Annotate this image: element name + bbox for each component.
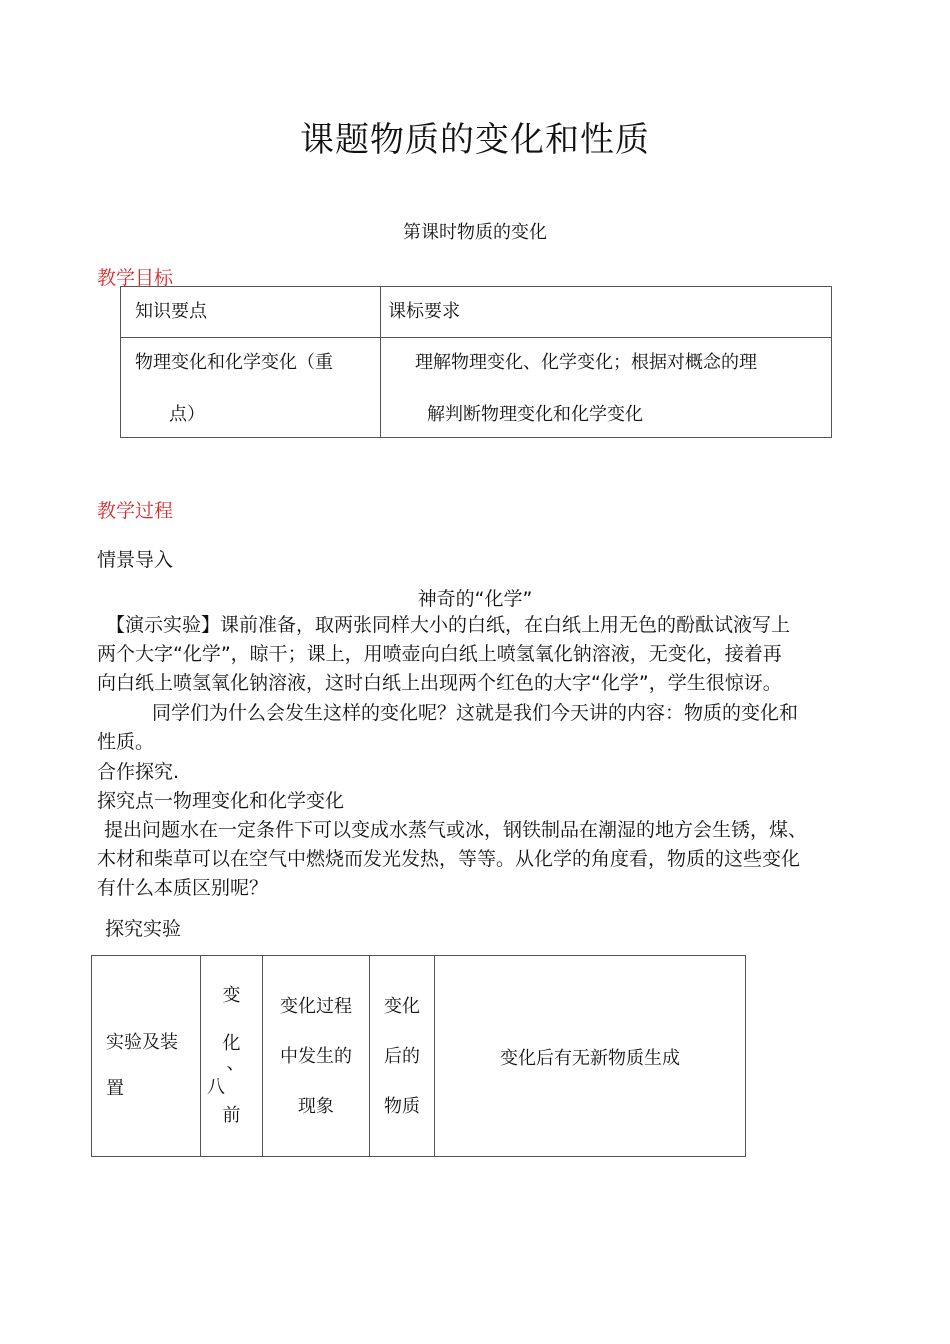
requirement-line2: 解判断物理变化和化学变化 [427, 404, 643, 425]
problem-line-3: 有什么本质区别呢？ [97, 877, 269, 899]
lesson-subtitle: 第课时物质的变化 [403, 222, 547, 243]
col-process-line3: 现象 [298, 1096, 334, 1117]
header-curriculum-requirement: 课标要求 [388, 301, 460, 322]
col-before-line4: 八 [207, 1077, 225, 1098]
intro-title: 神奇的“化学” [417, 588, 533, 610]
col-before-line1: 变 [222, 985, 241, 1006]
question-line-2: 性质。 [97, 731, 155, 753]
inquiry-point-1-label: 探究点一物理变化和化学变化 [97, 790, 345, 812]
col-after-line1: 变化 [384, 996, 420, 1017]
col-before-line2: 化 [222, 1033, 241, 1054]
col-before-line3: 、 [226, 1053, 245, 1074]
demo-line-3: 向白纸上喷氢氧化钠溶液，这时白纸上出现两个红色的大字“化学”，学生很惊讶。 [97, 672, 782, 694]
col-new-substance: 变化后有无新物质生成 [500, 1048, 680, 1069]
document-title: 课题物质的变化和性质 [300, 120, 650, 160]
problem-line-2: 木材和柴草可以在空气中燃烧而发光发热，等等。从化学的角度看，物质的这些变化 [97, 848, 801, 870]
col-after-line3: 物质 [384, 1096, 420, 1117]
col-experiment-line1: 实验及装 [106, 1032, 178, 1053]
col-before-line5: 前 [222, 1105, 241, 1126]
requirement-line1: 理解物理变化、化学变化；根据对概念的理 [415, 352, 757, 373]
col-process-line1: 变化过程 [280, 996, 352, 1017]
scenario-intro-label: 情景导入 [97, 549, 174, 571]
knowledge-point-line2: 点） [169, 404, 205, 425]
knowledge-point-line1: 物理变化和化学变化（重 [135, 352, 333, 373]
demo-line-2: 两个大字“化学”，晾干；课上，用喷壶向白纸上喷氢氧化钠溶液，无变化，接着再 [97, 643, 782, 665]
problem-line-1: 提出问题水在一定条件下可以变成水蒸气或冰，钢铁制品在潮湿的地方会生锈，煤、 [104, 819, 808, 841]
objectives-table [120, 286, 832, 438]
question-line-1: 同学们为什么会发生这样的变化呢？这就是我们今天讲的内容：物质的变化和 [152, 702, 799, 724]
cooperative-inquiry-label: 合作探究. [97, 761, 180, 783]
header-knowledge-point: 知识要点 [135, 301, 207, 322]
col-after-line2: 后的 [384, 1046, 420, 1067]
teaching-objectives-heading: 教学目标 [97, 267, 174, 289]
demo-line-1: 【演示实验】课前准备，取两张同样大小的白纸，在白纸上用无色的酚酞试液写上 [106, 614, 791, 636]
col-process-line2: 中发生的 [280, 1046, 352, 1067]
teaching-process-heading: 教学过程 [97, 500, 174, 522]
col-experiment-line2: 置 [106, 1078, 124, 1099]
experiment-label: 探究实验 [105, 918, 182, 940]
experiment-table [91, 955, 746, 1157]
